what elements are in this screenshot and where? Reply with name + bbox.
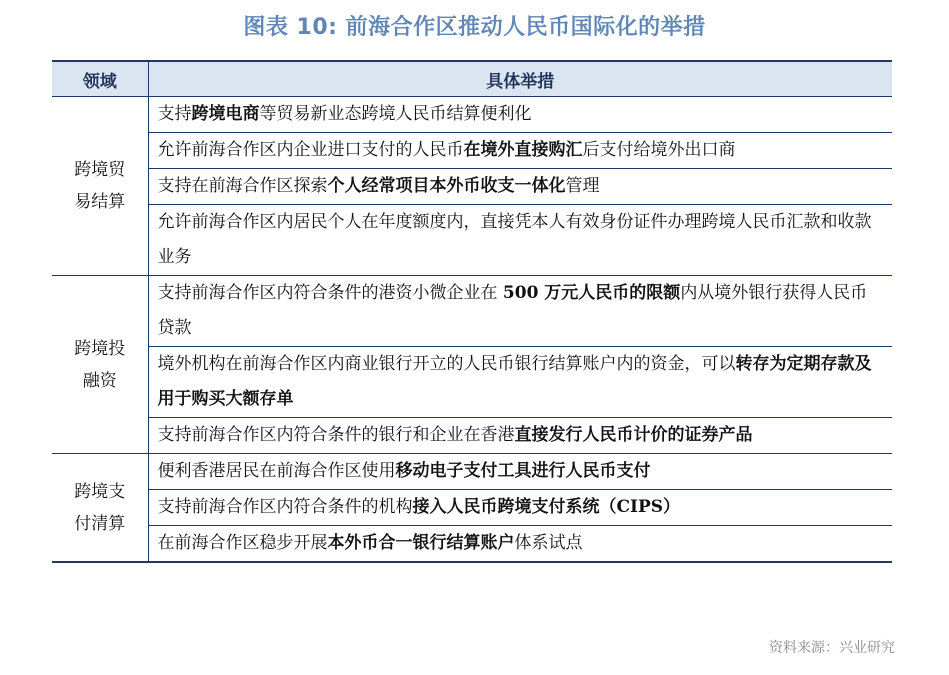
figure-title: 图表 10: 前海合作区推动人民币国际化的举措 xyxy=(243,15,706,40)
measure-cell: 支持前海合作区内符合条件的机构接入人民币跨境支付系统（CIPS） xyxy=(148,490,892,526)
table-row xyxy=(52,205,892,276)
table-header-row xyxy=(52,61,892,97)
table-row xyxy=(52,347,892,418)
domain-cell-payment: 跨境支付清算 xyxy=(52,454,148,563)
table-row xyxy=(52,526,892,563)
table-row xyxy=(52,490,892,526)
table-row xyxy=(52,133,892,169)
measures-table xyxy=(52,60,892,563)
header-measures: 具体举措 xyxy=(148,61,892,97)
domain-cell-trade: 跨境贸易结算 xyxy=(52,97,148,276)
header-domain: 领域 xyxy=(52,61,148,97)
measure-cell: 支持前海合作区内符合条件的港资小微企业在 500 万元人民币的限额内从境外银行获得人民币贷款 xyxy=(148,276,892,347)
table-row xyxy=(52,276,892,347)
measure-cell: 允许前海合作区内企业进口支付的人民币在境外直接购汇后支付给境外出口商 xyxy=(148,133,892,169)
measure-cell: 支持跨境电商等贸易新业态跨境人民币结算便利化 xyxy=(148,97,892,133)
source-note: 资料来源：兴业研究 xyxy=(769,640,895,656)
measure-cell: 境外机构在前海合作区内商业银行开立的人民币银行结算账户内的资金，可以转存为定期存款及用于购买大额存单 xyxy=(148,347,892,418)
table-row xyxy=(52,169,892,205)
measure-cell: 支持在前海合作区探索个人经常项目本外币收支一体化管理 xyxy=(148,169,892,205)
measure-cell: 便利香港居民在前海合作区使用移动电子支付工具进行人民币支付 xyxy=(148,454,892,490)
measure-cell: 支持前海合作区内符合条件的银行和企业在香港直接发行人民币计价的证券产品 xyxy=(148,418,892,454)
measure-cell: 在前海合作区稳步开展本外币合一银行结算账户体系试点 xyxy=(148,526,892,563)
measure-cell: 允许前海合作区内居民个人在年度额度内，直接凭本人有效身份证件办理跨境人民币汇款和收款业务 xyxy=(148,205,892,276)
table-row xyxy=(52,418,892,454)
table-row xyxy=(52,454,892,490)
table-row xyxy=(52,97,892,133)
domain-cell-investment: 跨境投融资 xyxy=(52,276,148,454)
